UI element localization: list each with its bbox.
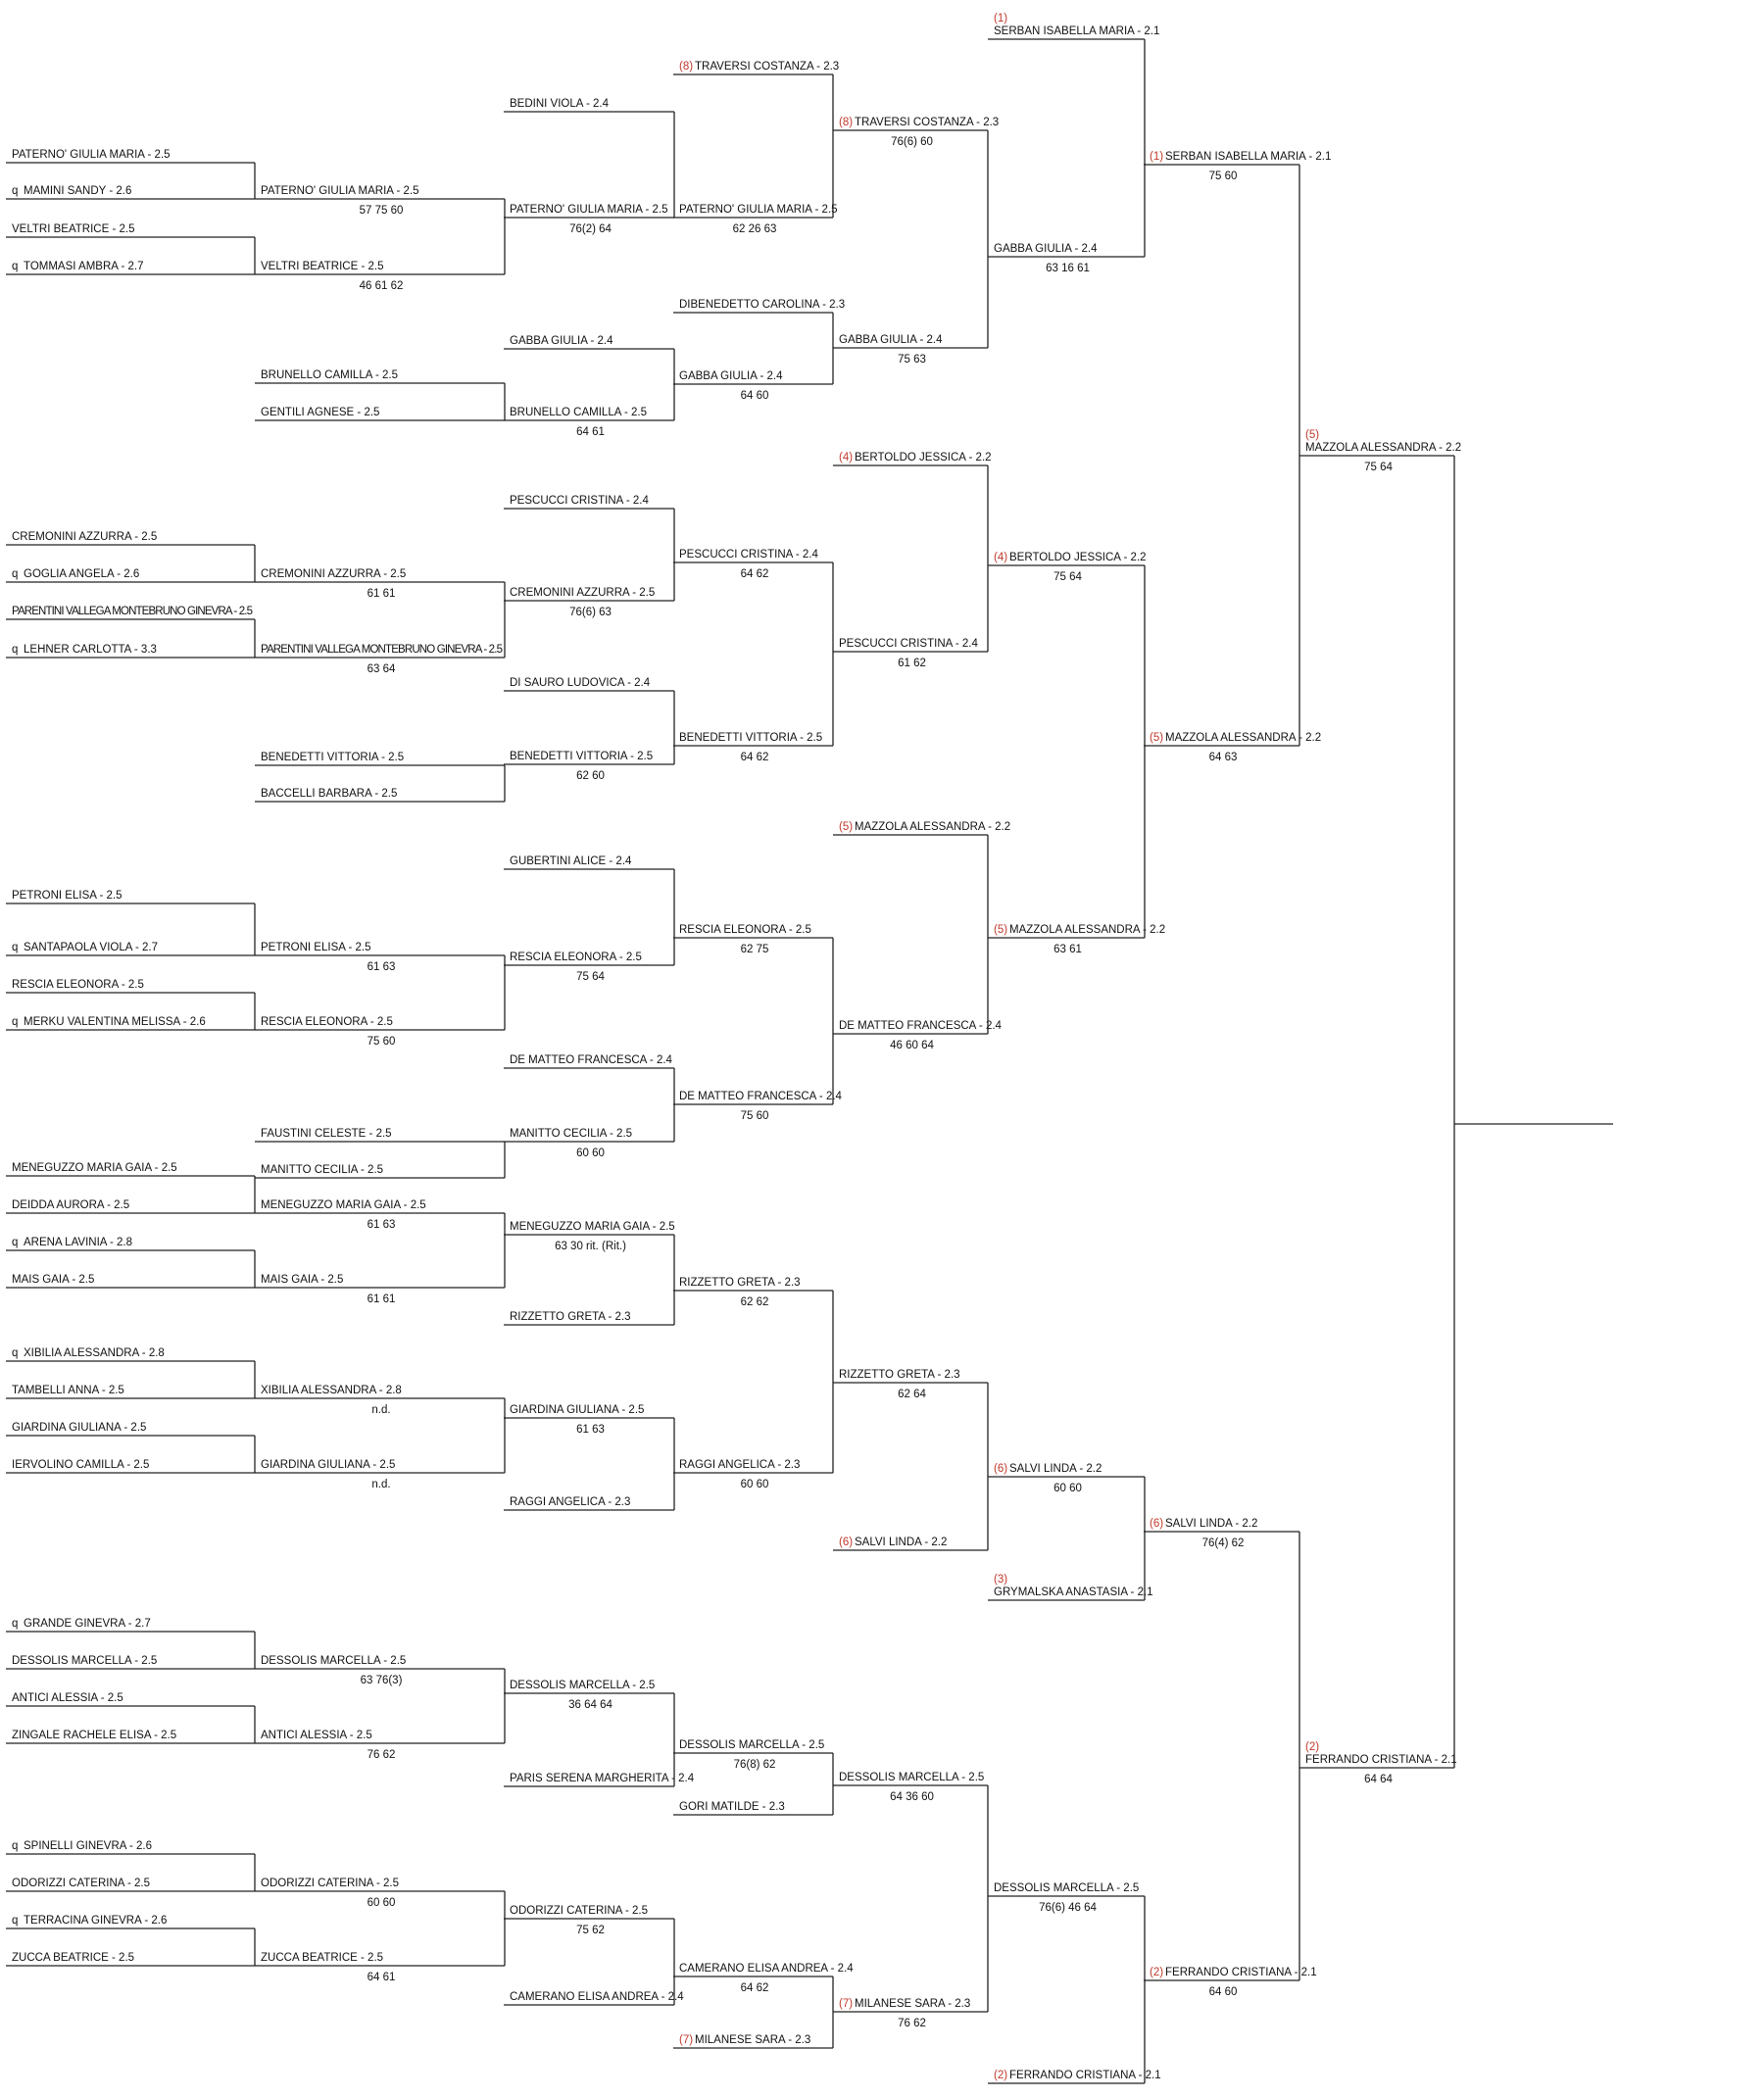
player-name: GUBERTINI ALICE - 2.4 xyxy=(510,855,632,867)
bracket-entry xyxy=(504,1905,674,1936)
bracket-entry xyxy=(504,1680,674,1711)
qualifier-mark: q xyxy=(12,1016,19,1028)
player-name: ODORIZZI CATERINA - 2.5 xyxy=(12,1878,150,1889)
match-score: 76 62 xyxy=(898,2018,926,2029)
bracket-entry xyxy=(673,1963,854,1994)
bracket-entry xyxy=(833,452,992,465)
bracket-entry xyxy=(504,407,674,438)
player-name: RIZZETTO GRETA - 2.3 xyxy=(510,1311,631,1323)
player-name: RIZZETTO GRETA - 2.3 xyxy=(839,1369,960,1381)
seed-label: (7) xyxy=(839,1998,854,2010)
player-name: GABBA GIULIA - 2.4 xyxy=(679,370,783,382)
bracket-entry xyxy=(504,587,674,618)
player-name: GABBA GIULIA - 2.4 xyxy=(994,243,1098,255)
match-score: 63 64 xyxy=(367,663,396,675)
player-name: BRUNELLO CAMILLA - 2.5 xyxy=(261,369,398,381)
bracket-entry xyxy=(6,1840,255,1854)
qualifier-mark: q xyxy=(12,1347,19,1359)
player-name: DEIDDA AURORA - 2.5 xyxy=(12,1199,130,1211)
match-score: 76 62 xyxy=(367,1749,396,1761)
match-score: n.d. xyxy=(371,1479,391,1490)
bracket-entry xyxy=(833,334,988,366)
player-name: RESCIA ELEONORA - 2.5 xyxy=(12,979,144,991)
player-name: VELTRI BEATRICE - 2.5 xyxy=(261,261,384,272)
player-name: MAIS GAIA - 2.5 xyxy=(261,1274,344,1286)
bracket-entry xyxy=(1144,732,1321,763)
player-name: GENTILI AGNESE - 2.5 xyxy=(261,407,380,418)
player-name: RESCIA ELEONORA - 2.5 xyxy=(510,951,642,963)
seed-label: (7) xyxy=(679,2034,694,2046)
bracket-entry xyxy=(6,1016,255,1030)
player-name: XIBILIA ALESSANDRA - 2.8 xyxy=(24,1347,165,1359)
player-name: PESCUCCI CRISTINA - 2.4 xyxy=(510,495,649,507)
qualifier-mark: q xyxy=(12,942,19,953)
bracket-entry xyxy=(673,1091,843,1122)
player-name: SPINELLI GINEVRA - 2.6 xyxy=(24,1840,153,1852)
bracket-entry xyxy=(6,1618,255,1632)
player-name: TAMBELLI ANNA - 2.5 xyxy=(12,1385,124,1396)
seed-label: (2) xyxy=(1150,1967,1164,1978)
match-score: 46 61 62 xyxy=(359,280,404,292)
match-score: 62 26 63 xyxy=(732,223,777,235)
seed-label: (6) xyxy=(839,1537,854,1548)
match-score: 76(4) 62 xyxy=(1201,1537,1245,1549)
player-name: MILANESE SARA - 2.3 xyxy=(695,2034,811,2046)
player-name: SERBAN ISABELLA MARIA - 2.1 xyxy=(994,25,1160,37)
bracket-entry xyxy=(504,1221,675,1252)
bracket-entry xyxy=(6,223,255,237)
player-name: DESSOLIS MARCELLA - 2.5 xyxy=(994,1882,1140,1894)
seed-label: (5) xyxy=(839,821,854,833)
player-name: GIARDINA GIULIANA - 2.5 xyxy=(261,1459,396,1471)
bracket-entry xyxy=(1144,151,1331,182)
player-name: XIBILIA ALESSANDRA - 2.8 xyxy=(261,1385,402,1396)
match-score: 61 61 xyxy=(367,1293,396,1305)
match-score: 76(2) 64 xyxy=(569,223,612,235)
player-name: ZUCCA BEATRICE - 2.5 xyxy=(12,1952,135,1964)
bracket-entry xyxy=(833,1998,988,2029)
bracket-entry xyxy=(255,261,505,292)
player-name: ODORIZZI CATERINA - 2.5 xyxy=(510,1905,648,1917)
player-name: GORI MATILDE - 2.3 xyxy=(679,1801,785,1813)
bracket-entry xyxy=(255,1274,505,1305)
bracket-entry xyxy=(504,1496,674,1510)
bracket-entry xyxy=(6,1655,255,1669)
match-score: 61 61 xyxy=(367,588,396,600)
bracket-entry xyxy=(6,1952,255,1966)
bracket-entry xyxy=(6,185,255,199)
seed-label: (2) xyxy=(994,2070,1008,2081)
bracket-entry xyxy=(988,552,1147,583)
player-name: CREMONINI AZZURRA - 2.5 xyxy=(261,568,407,580)
bracket-entry xyxy=(255,1164,505,1178)
bracket-entry xyxy=(673,204,838,235)
player-name: MAZZOLA ALESSANDRA - 2.2 xyxy=(1305,442,1462,454)
match-score: 63 61 xyxy=(1054,944,1082,955)
bracket-entry xyxy=(6,1162,255,1176)
bracket-entry xyxy=(673,1739,833,1771)
qualifier-mark: q xyxy=(12,1237,19,1248)
match-score: 63 30 rit. (Rit.) xyxy=(555,1241,626,1252)
match-score: 61 62 xyxy=(898,658,926,669)
bracket-entry xyxy=(255,1878,505,1909)
bracket-entry xyxy=(1299,1741,1457,1785)
bracket-entry xyxy=(504,1991,684,2005)
player-name: BERTOLDO JESSICA - 2.2 xyxy=(855,452,992,464)
player-name: BENEDETTI VITTORIA - 2.5 xyxy=(261,752,405,763)
match-score: 64 62 xyxy=(740,568,769,580)
player-name: FERRANDO CRISTIANA - 2.1 xyxy=(1165,1967,1317,1978)
bracket-entry xyxy=(988,1463,1145,1494)
bracket-entry xyxy=(6,531,255,545)
player-name: MILANESE SARA - 2.3 xyxy=(855,1998,971,2010)
match-score: 75 60 xyxy=(367,1036,396,1048)
player-name: GOGLIA ANGELA - 2.6 xyxy=(24,568,140,580)
bracket-entry xyxy=(833,821,1010,835)
bracket-entry xyxy=(6,942,255,955)
bracket-entry xyxy=(255,942,505,973)
bracket-entry xyxy=(673,732,833,763)
player-name: PETRONI ELISA - 2.5 xyxy=(12,890,122,902)
seed-label: (3) xyxy=(994,1574,1008,1586)
player-name: MENEGUZZO MARIA GAIA - 2.5 xyxy=(12,1162,177,1174)
player-name: MANITTO CECILIA - 2.5 xyxy=(510,1128,633,1140)
seed-label: (1) xyxy=(994,13,1008,24)
player-name: ANTICI ALESSIA - 2.5 xyxy=(261,1730,372,1741)
bracket-entry xyxy=(6,644,255,658)
bracket-entry xyxy=(255,1952,505,1983)
match-score: 64 36 60 xyxy=(890,1791,934,1803)
bracket-entry xyxy=(255,1199,505,1231)
bracket-entry xyxy=(673,2034,833,2048)
bracket-entry xyxy=(988,13,1159,39)
match-score: 63 16 61 xyxy=(1046,263,1090,274)
bracket-entry xyxy=(255,644,505,675)
bracket-entry xyxy=(504,855,674,869)
player-name: BERTOLDO JESSICA - 2.2 xyxy=(1009,552,1147,563)
bracket-entry xyxy=(255,185,505,217)
player-name: SALVI LINDA - 2.2 xyxy=(855,1537,948,1548)
match-score: 75 64 xyxy=(1054,571,1082,583)
player-name: PETRONI ELISA - 2.5 xyxy=(261,942,371,953)
bracket-entry xyxy=(833,1537,988,1550)
player-name: FAUSTINI CELESTE - 2.5 xyxy=(261,1128,392,1140)
match-score: 64 62 xyxy=(740,752,769,763)
bracket-entry xyxy=(833,1369,988,1400)
seed-label: (5) xyxy=(1305,429,1320,441)
player-name: PATERNO' GIULIA MARIA - 2.5 xyxy=(261,185,419,197)
player-name: SALVI LINDA - 2.2 xyxy=(1165,1518,1258,1530)
player-name: MENEGUZZO MARIA GAIA - 2.5 xyxy=(261,1199,426,1211)
bracket-entry xyxy=(1144,1967,1317,1998)
bracket-entry xyxy=(504,1311,674,1325)
match-score: 36 64 64 xyxy=(568,1699,612,1711)
player-name: BENEDETTI VITTORIA - 2.5 xyxy=(679,732,823,744)
bracket-entry xyxy=(504,204,674,235)
qualifier-mark: q xyxy=(12,1618,19,1630)
qualifier-mark: q xyxy=(12,261,19,272)
bracket-entry xyxy=(255,1016,505,1048)
match-score: 62 75 xyxy=(740,944,769,955)
bracket-entry xyxy=(504,1404,674,1436)
bracket-entry xyxy=(6,261,255,274)
bracket-entry xyxy=(504,1128,674,1159)
match-score: 57 75 60 xyxy=(359,205,404,217)
player-name: PARIS SERENA MARGHERITA - 2.4 xyxy=(510,1773,695,1784)
player-name: DESSOLIS MARCELLA - 2.5 xyxy=(12,1655,158,1667)
player-name: MAMINI SANDY - 2.6 xyxy=(24,185,132,197)
match-score: 75 60 xyxy=(1208,171,1238,182)
player-name: BACCELLI BARBARA - 2.5 xyxy=(261,788,398,800)
match-score: 76(6) 60 xyxy=(891,136,933,148)
seed-label: (5) xyxy=(1150,732,1164,744)
match-score: 63 76(3) xyxy=(360,1675,403,1686)
bracket-entry xyxy=(988,2070,1161,2083)
seed-label: (8) xyxy=(839,117,854,128)
match-score: 76(6) 46 64 xyxy=(1039,1902,1097,1914)
bracket-entry xyxy=(504,335,674,349)
bracket-entry xyxy=(255,1128,505,1142)
player-name: PESCUCCI CRISTINA - 2.4 xyxy=(679,549,818,561)
bracket-entry xyxy=(504,751,674,782)
bracket-entry xyxy=(6,1347,255,1361)
bracket-entry xyxy=(833,1772,988,1803)
match-score: 61 63 xyxy=(576,1424,605,1436)
player-name: SALVI LINDA - 2.2 xyxy=(1009,1463,1102,1475)
bracket-entry xyxy=(673,61,839,74)
match-score: 60 60 xyxy=(1054,1483,1082,1494)
bracket-entry xyxy=(6,1237,255,1250)
bracket-entry xyxy=(6,1692,255,1706)
bracket-entry xyxy=(1144,1518,1299,1549)
player-name: RIZZETTO GRETA - 2.3 xyxy=(679,1277,801,1289)
player-name: DESSOLIS MARCELLA - 2.5 xyxy=(839,1772,985,1783)
bracket-entry xyxy=(6,1385,255,1398)
bracket-entry xyxy=(6,606,255,619)
player-name: GABBA GIULIA - 2.4 xyxy=(510,335,613,347)
player-name: DESSOLIS MARCELLA - 2.5 xyxy=(261,1655,407,1667)
player-name: GIARDINA GIULIANA - 2.5 xyxy=(510,1404,645,1416)
player-name: BRUNELLO CAMILLA - 2.5 xyxy=(510,407,647,418)
match-score: 61 63 xyxy=(367,961,396,973)
player-name: RESCIA ELEONORA - 2.5 xyxy=(261,1016,393,1028)
seed-label: (1) xyxy=(1150,151,1164,163)
player-name: DESSOLIS MARCELLA - 2.5 xyxy=(679,1739,825,1751)
player-name: VELTRI BEATRICE - 2.5 xyxy=(12,223,135,235)
match-score: 60 60 xyxy=(740,1479,769,1490)
player-name: BEDINI VIOLA - 2.4 xyxy=(510,98,609,110)
bracket-entry xyxy=(673,370,833,402)
seed-label: (5) xyxy=(994,924,1008,936)
bracket-entry xyxy=(504,951,674,983)
match-score: 64 62 xyxy=(740,1982,769,1994)
bracket-entry xyxy=(833,117,999,148)
match-score: 76(6) 63 xyxy=(569,607,612,618)
match-score: 64 60 xyxy=(740,390,769,402)
match-score: 64 64 xyxy=(1364,1774,1393,1785)
seed-label: (6) xyxy=(994,1463,1008,1475)
match-score: 76(8) 62 xyxy=(733,1759,776,1771)
match-score: 60 60 xyxy=(367,1897,396,1909)
bracket-entry xyxy=(673,1801,833,1815)
seed-label: (2) xyxy=(1305,1741,1320,1753)
player-name: DIBENEDETTO CAROLINA - 2.3 xyxy=(679,299,846,311)
match-score: 61 63 xyxy=(367,1219,396,1231)
match-score: n.d. xyxy=(371,1404,391,1416)
player-name: ZUCCA BEATRICE - 2.5 xyxy=(261,1952,384,1964)
player-name: MAIS GAIA - 2.5 xyxy=(12,1274,95,1286)
player-name: DE MATTEO FRANCESCA - 2.4 xyxy=(510,1054,672,1066)
qualifier-mark: q xyxy=(12,1915,19,1927)
player-name: TERRACINA GINEVRA - 2.6 xyxy=(24,1915,168,1927)
player-name: MENEGUZZO MARIA GAIA - 2.5 xyxy=(510,1221,675,1233)
player-name: DE MATTEO FRANCESCA - 2.4 xyxy=(679,1091,842,1102)
player-name: GRANDE GINEVRA - 2.7 xyxy=(24,1618,151,1630)
bracket-entry xyxy=(6,890,255,903)
player-name: PARENTINI VALLEGA MONTEBRUNO GINEVRA - 2.5 xyxy=(12,606,253,617)
player-name: MERKU VALENTINA MELISSA - 2.6 xyxy=(24,1016,206,1028)
player-name: ZINGALE RACHELE ELISA - 2.5 xyxy=(12,1730,177,1741)
bracket-entry xyxy=(673,1277,833,1308)
bracket-entry xyxy=(504,677,674,691)
player-name: FERRANDO CRISTIANA - 2.1 xyxy=(1009,2070,1161,2081)
player-name: SERBAN ISABELLA MARIA - 2.1 xyxy=(1165,151,1332,163)
bracket-entry xyxy=(988,924,1165,955)
bracket-entry xyxy=(6,1459,255,1473)
match-score: 64 60 xyxy=(1208,1986,1238,1998)
bracket-entry xyxy=(673,549,833,580)
qualifier-mark: q xyxy=(12,185,19,197)
qualifier-mark: q xyxy=(12,644,19,656)
match-score: 60 60 xyxy=(576,1147,605,1159)
bracket-entry xyxy=(255,407,505,420)
bracket-entry xyxy=(833,638,988,669)
match-score: 75 62 xyxy=(576,1925,605,1936)
bracket-entry xyxy=(6,568,255,582)
player-name: MAZZOLA ALESSANDRA - 2.2 xyxy=(855,821,1011,833)
seed-label: (6) xyxy=(1150,1518,1164,1530)
player-name: PATERNO' GIULIA MARIA - 2.5 xyxy=(12,149,171,161)
player-name: PATERNO' GIULIA MARIA - 2.5 xyxy=(510,204,668,216)
match-score: 64 61 xyxy=(367,1972,396,1983)
bracket-entry xyxy=(673,1459,833,1490)
player-name: TOMMASI AMBRA - 2.7 xyxy=(24,261,144,272)
match-score: 64 61 xyxy=(576,426,605,438)
match-score: 75 60 xyxy=(740,1110,769,1122)
player-name: GABBA GIULIA - 2.4 xyxy=(839,334,943,346)
bracket-entry xyxy=(255,788,505,802)
player-name: RAGGI ANGELICA - 2.3 xyxy=(510,1496,631,1508)
bracket-entry xyxy=(6,1274,255,1288)
bracket-entry xyxy=(504,98,674,112)
match-score: 64 63 xyxy=(1208,752,1238,763)
match-score: 62 60 xyxy=(576,770,605,782)
bracket-entry xyxy=(6,1422,255,1436)
bracket-entry xyxy=(504,1054,674,1068)
player-name: ODORIZZI CATERINA - 2.5 xyxy=(261,1878,399,1889)
match-score: 75 63 xyxy=(898,354,926,366)
bracket-entry xyxy=(504,1773,695,1786)
player-name: CREMONINI AZZURRA - 2.5 xyxy=(12,531,158,543)
seed-label: (4) xyxy=(994,552,1008,563)
player-name: SANTAPAOLA VIOLA - 2.7 xyxy=(24,942,158,953)
player-name: MANITTO CECILIA - 2.5 xyxy=(261,1164,384,1176)
bracket-entry xyxy=(988,1574,1153,1600)
player-name: DI SAURO LUDOVICA - 2.4 xyxy=(510,677,651,689)
player-name: LEHNER CARLOTTA - 3.3 xyxy=(24,644,157,656)
player-name: GRYMALSKA ANASTASIA - 2.1 xyxy=(994,1586,1153,1598)
bracket-entry xyxy=(988,243,1145,274)
bracket-entry xyxy=(673,299,845,313)
player-name: CAMERANO ELISA ANDREA - 2.4 xyxy=(679,1963,854,1975)
player-name: CAMERANO ELISA ANDREA - 2.4 xyxy=(510,1991,684,2003)
seed-label: (4) xyxy=(839,452,854,464)
player-name: FERRANDO CRISTIANA - 2.1 xyxy=(1305,1754,1457,1766)
bracket-entry xyxy=(673,924,833,955)
seed-label: (8) xyxy=(679,61,694,73)
player-name: MAZZOLA ALESSANDRA - 2.2 xyxy=(1009,924,1166,936)
player-name: TRAVERSI COSTANZA - 2.3 xyxy=(695,61,840,73)
match-score: 62 62 xyxy=(740,1296,769,1308)
bracket-entry xyxy=(255,1730,505,1761)
bracket-entry xyxy=(255,1459,505,1490)
bracket-entry xyxy=(255,568,505,600)
match-score: 46 60 64 xyxy=(890,1040,934,1051)
player-name: PESCUCCI CRISTINA - 2.4 xyxy=(839,638,978,650)
match-score: 75 64 xyxy=(576,971,605,983)
bracket-entry xyxy=(833,1020,1003,1051)
player-name: ANTICI ALESSIA - 2.5 xyxy=(12,1692,123,1704)
bracket-entry xyxy=(255,1385,505,1416)
match-score: 75 64 xyxy=(1364,462,1393,473)
player-name: PATERNO' GIULIA MARIA - 2.5 xyxy=(679,204,838,216)
player-name: PARENTINI VALLEGA MONTEBRUNO GINEVRA - 2.5 xyxy=(261,644,503,656)
bracket-entry xyxy=(255,1655,505,1686)
bracket-entry xyxy=(6,1730,255,1743)
player-name: DE MATTEO FRANCESCA - 2.4 xyxy=(839,1020,1002,1032)
player-name: BENEDETTI VITTORIA - 2.5 xyxy=(510,751,654,762)
bracket-entry xyxy=(6,1199,255,1213)
player-name: GIARDINA GIULIANA - 2.5 xyxy=(12,1422,147,1434)
bracket-entry xyxy=(504,495,674,509)
player-name: MAZZOLA ALESSANDRA - 2.2 xyxy=(1165,732,1322,744)
player-name: IERVOLINO CAMILLA - 2.5 xyxy=(12,1459,150,1471)
bracket-entry xyxy=(6,979,255,993)
player-name: RESCIA ELEONORA - 2.5 xyxy=(679,924,811,936)
bracket-entry xyxy=(255,752,505,765)
bracket-entry xyxy=(988,1882,1145,1914)
bracket-entry xyxy=(6,1878,255,1891)
bracket-entry xyxy=(6,1915,255,1928)
player-name: DESSOLIS MARCELLA - 2.5 xyxy=(510,1680,656,1691)
player-name: CREMONINI AZZURRA - 2.5 xyxy=(510,587,656,599)
qualifier-mark: q xyxy=(12,1840,19,1852)
bracket-entry xyxy=(255,369,505,383)
player-name: TRAVERSI COSTANZA - 2.3 xyxy=(855,117,1000,128)
player-name: RAGGI ANGELICA - 2.3 xyxy=(679,1459,801,1471)
player-name: ARENA LAVINIA - 2.8 xyxy=(24,1237,133,1248)
match-score: 62 64 xyxy=(898,1389,926,1400)
qualifier-mark: q xyxy=(12,568,19,580)
bracket-entry xyxy=(1299,429,1461,473)
bracket-entry xyxy=(6,149,255,163)
